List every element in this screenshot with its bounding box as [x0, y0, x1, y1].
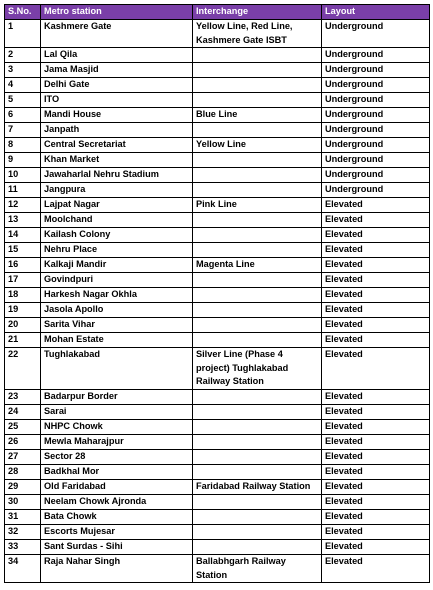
header-interchange: Interchange [193, 5, 322, 20]
cell-interchange [193, 303, 322, 318]
cell-metro-station: Bata Chowk [41, 509, 193, 524]
metro-station-table [4, 4, 430, 583]
header-row [5, 5, 430, 20]
cell-sno: 10 [5, 168, 41, 183]
cell-layout: Elevated [322, 509, 430, 524]
cell-layout: Underground [322, 183, 430, 198]
cell-sno: 27 [5, 449, 41, 464]
cell-layout: Elevated [322, 213, 430, 228]
cell-metro-station: Raja Nahar Singh [41, 554, 193, 582]
cell-layout: Elevated [322, 449, 430, 464]
cell-layout: Elevated [322, 419, 430, 434]
cell-interchange: Pink Line [193, 198, 322, 213]
cell-sno: 26 [5, 434, 41, 449]
header-layout: Layout [322, 5, 430, 20]
cell-layout: Elevated [322, 258, 430, 273]
cell-sno: 3 [5, 63, 41, 78]
cell-layout: Elevated [322, 303, 430, 318]
cell-interchange [193, 464, 322, 479]
header-metro-station: Metro station [41, 5, 193, 20]
table-row [5, 228, 430, 243]
cell-metro-station: Delhi Gate [41, 78, 193, 93]
cell-interchange [193, 183, 322, 198]
cell-metro-station: Mewla Maharajpur [41, 434, 193, 449]
table-row [5, 138, 430, 153]
cell-layout: Elevated [322, 404, 430, 419]
table-row [5, 183, 430, 198]
table-row [5, 494, 430, 509]
table-row [5, 258, 430, 273]
cell-metro-station: Jama Masjid [41, 63, 193, 78]
cell-metro-station: Old Faridabad [41, 479, 193, 494]
cell-metro-station: Lajpat Nagar [41, 198, 193, 213]
cell-sno: 21 [5, 333, 41, 348]
table-row [5, 198, 430, 213]
cell-metro-station: Nehru Place [41, 243, 193, 258]
cell-metro-station: Jangpura [41, 183, 193, 198]
cell-sno: 6 [5, 108, 41, 123]
cell-interchange [193, 63, 322, 78]
table-row [5, 554, 430, 582]
cell-sno: 30 [5, 494, 41, 509]
cell-metro-station: Lal Qila [41, 48, 193, 63]
table-row [5, 243, 430, 258]
cell-metro-station: Badkhal Mor [41, 464, 193, 479]
cell-metro-station: Mandi House [41, 108, 193, 123]
cell-sno: 20 [5, 318, 41, 333]
cell-layout: Underground [322, 153, 430, 168]
cell-metro-station: Khan Market [41, 153, 193, 168]
cell-sno: 4 [5, 78, 41, 93]
cell-layout: Underground [322, 168, 430, 183]
table-row [5, 449, 430, 464]
table-row [5, 509, 430, 524]
table-row [5, 108, 430, 123]
cell-interchange [193, 213, 322, 228]
cell-sno: 2 [5, 48, 41, 63]
cell-layout: Elevated [322, 524, 430, 539]
cell-layout: Underground [322, 138, 430, 153]
cell-metro-station: ITO [41, 93, 193, 108]
cell-interchange [193, 333, 322, 348]
cell-metro-station: NHPC Chowk [41, 419, 193, 434]
cell-metro-station: Govindpuri [41, 273, 193, 288]
cell-interchange [193, 168, 322, 183]
cell-sno: 5 [5, 93, 41, 108]
table-row [5, 389, 430, 404]
table-header [5, 5, 430, 20]
table-row [5, 288, 430, 303]
cell-layout: Elevated [322, 288, 430, 303]
cell-interchange: Yellow Line [193, 138, 322, 153]
cell-metro-station: Escorts Mujesar [41, 524, 193, 539]
table-body [5, 20, 430, 583]
cell-interchange: Faridabad Railway Station [193, 479, 322, 494]
cell-layout: Elevated [322, 333, 430, 348]
table-row [5, 168, 430, 183]
cell-sno: 14 [5, 228, 41, 243]
cell-layout: Underground [322, 48, 430, 63]
table-row [5, 48, 430, 63]
table-row [5, 419, 430, 434]
cell-metro-station: Badarpur Border [41, 389, 193, 404]
cell-layout: Elevated [322, 348, 430, 390]
cell-sno: 22 [5, 348, 41, 390]
table-row [5, 333, 430, 348]
table-row [5, 63, 430, 78]
cell-sno: 16 [5, 258, 41, 273]
cell-layout: Elevated [322, 434, 430, 449]
cell-interchange [193, 243, 322, 258]
cell-interchange: Magenta Line [193, 258, 322, 273]
cell-layout: Elevated [322, 198, 430, 213]
cell-layout: Elevated [322, 479, 430, 494]
cell-interchange [193, 78, 322, 93]
cell-sno: 32 [5, 524, 41, 539]
cell-sno: 17 [5, 273, 41, 288]
cell-interchange [193, 228, 322, 243]
table-row [5, 78, 430, 93]
cell-sno: 34 [5, 554, 41, 582]
cell-interchange [193, 389, 322, 404]
table-row [5, 464, 430, 479]
cell-layout: Elevated [322, 554, 430, 582]
cell-sno: 12 [5, 198, 41, 213]
cell-sno: 24 [5, 404, 41, 419]
cell-sno: 23 [5, 389, 41, 404]
cell-interchange [193, 123, 322, 138]
cell-interchange [193, 273, 322, 288]
cell-layout: Elevated [322, 464, 430, 479]
cell-metro-station: Jasola Apollo [41, 303, 193, 318]
table-row [5, 348, 430, 390]
header-sno: S.No. [5, 5, 41, 20]
cell-sno: 11 [5, 183, 41, 198]
cell-interchange [193, 153, 322, 168]
cell-layout: Underground [322, 20, 430, 48]
cell-sno: 28 [5, 464, 41, 479]
cell-interchange [193, 449, 322, 464]
table-row [5, 434, 430, 449]
cell-layout: Underground [322, 63, 430, 78]
cell-metro-station: Tughlakabad [41, 348, 193, 390]
cell-layout: Elevated [322, 273, 430, 288]
cell-sno: 19 [5, 303, 41, 318]
metro-station-table-container [4, 4, 429, 583]
cell-sno: 8 [5, 138, 41, 153]
cell-layout: Elevated [322, 494, 430, 509]
table-row [5, 524, 430, 539]
cell-interchange: Yellow Line, Red Line, Kashmere Gate ISBT [193, 20, 322, 48]
cell-metro-station: Jawaharlal Nehru Stadium [41, 168, 193, 183]
cell-metro-station: Kalkaji Mandir [41, 258, 193, 273]
cell-metro-station: Janpath [41, 123, 193, 138]
cell-interchange: Silver Line (Phase 4 project) Tughlakabad Railway Station [193, 348, 322, 390]
cell-layout: Elevated [322, 539, 430, 554]
cell-metro-station: Sarita Vihar [41, 318, 193, 333]
cell-metro-station: Sant Surdas - Sihi [41, 539, 193, 554]
cell-metro-station: Mohan Estate [41, 333, 193, 348]
cell-interchange [193, 318, 322, 333]
cell-layout: Underground [322, 78, 430, 93]
cell-layout: Elevated [322, 243, 430, 258]
cell-interchange: Blue Line [193, 108, 322, 123]
cell-interchange [193, 539, 322, 554]
cell-interchange: Ballabhgarh Railway Station [193, 554, 322, 582]
table-row [5, 479, 430, 494]
table-row [5, 303, 430, 318]
cell-sno: 15 [5, 243, 41, 258]
table-row [5, 273, 430, 288]
cell-layout: Elevated [322, 228, 430, 243]
cell-sno: 33 [5, 539, 41, 554]
cell-sno: 18 [5, 288, 41, 303]
cell-metro-station: Harkesh Nagar Okhla [41, 288, 193, 303]
cell-sno: 25 [5, 419, 41, 434]
cell-layout: Underground [322, 123, 430, 138]
table-row [5, 20, 430, 48]
cell-sno: 7 [5, 123, 41, 138]
cell-interchange [193, 494, 322, 509]
table-row [5, 539, 430, 554]
cell-sno: 31 [5, 509, 41, 524]
cell-metro-station: Kailash Colony [41, 228, 193, 243]
cell-sno: 1 [5, 20, 41, 48]
table-row [5, 93, 430, 108]
cell-layout: Elevated [322, 318, 430, 333]
cell-layout: Underground [322, 93, 430, 108]
cell-sno: 29 [5, 479, 41, 494]
cell-metro-station: Sector 28 [41, 449, 193, 464]
cell-metro-station: Neelam Chowk Ajronda [41, 494, 193, 509]
cell-interchange [193, 48, 322, 63]
cell-layout: Underground [322, 108, 430, 123]
table-row [5, 213, 430, 228]
cell-interchange [193, 404, 322, 419]
cell-metro-station: Kashmere Gate [41, 20, 193, 48]
cell-metro-station: Sarai [41, 404, 193, 419]
table-row [5, 123, 430, 138]
table-row [5, 318, 430, 333]
cell-interchange [193, 93, 322, 108]
cell-interchange [193, 509, 322, 524]
table-row [5, 404, 430, 419]
cell-interchange [193, 419, 322, 434]
cell-interchange [193, 524, 322, 539]
cell-sno: 13 [5, 213, 41, 228]
cell-interchange [193, 288, 322, 303]
cell-layout: Elevated [322, 389, 430, 404]
cell-metro-station: Central Secretariat [41, 138, 193, 153]
cell-interchange [193, 434, 322, 449]
cell-sno: 9 [5, 153, 41, 168]
cell-metro-station: Moolchand [41, 213, 193, 228]
table-row [5, 153, 430, 168]
